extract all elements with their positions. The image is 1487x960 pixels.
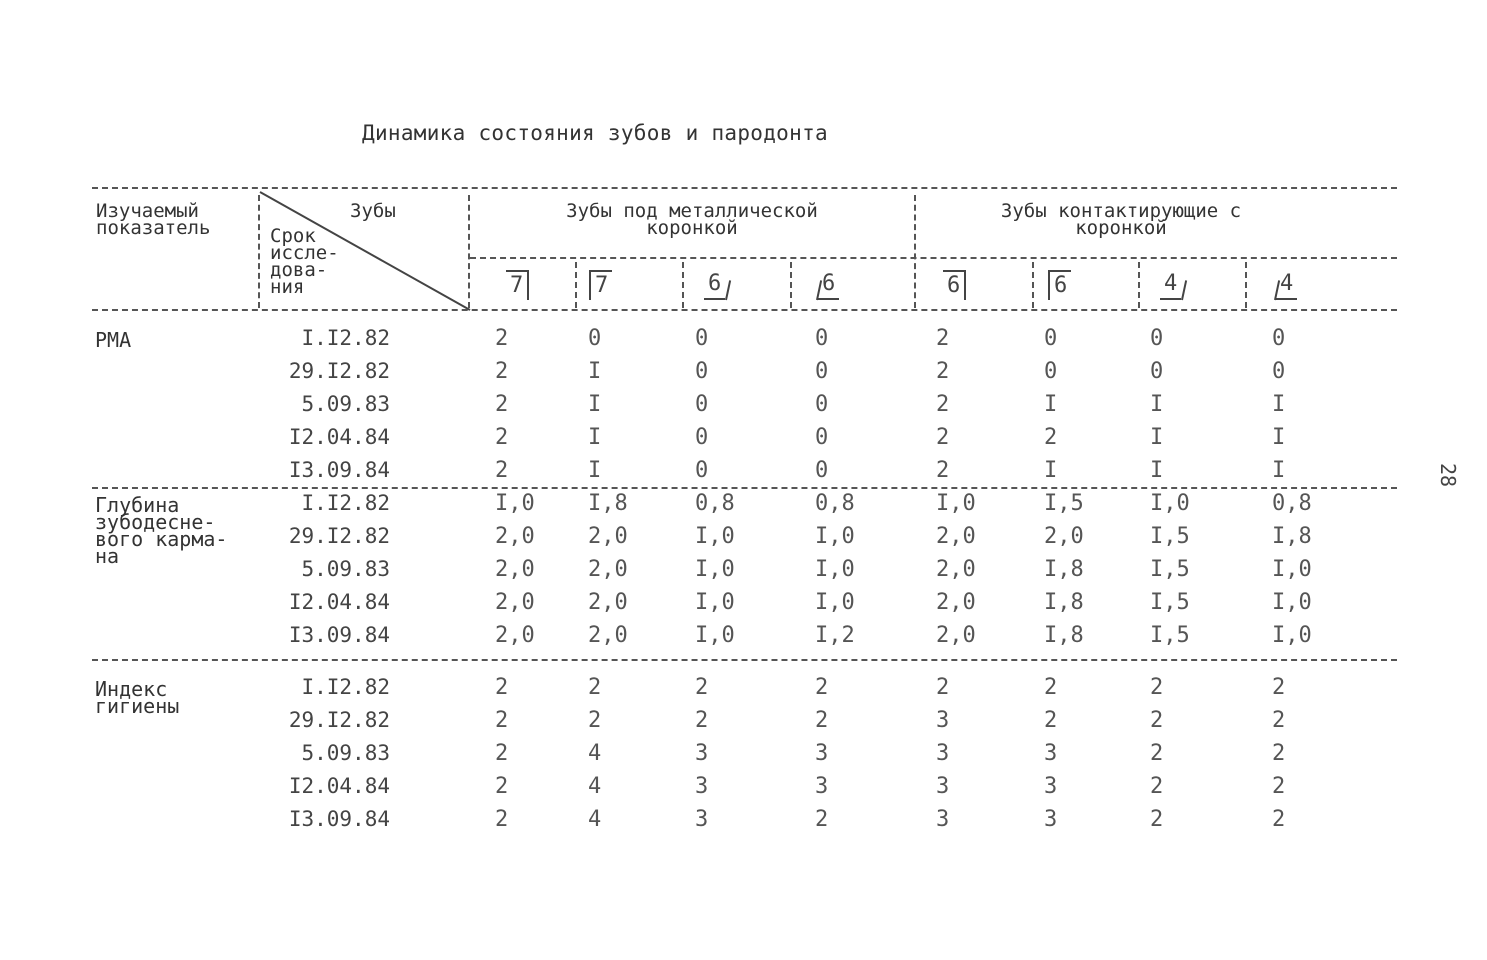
indicator-header: Изучаемый показатель bbox=[96, 200, 211, 239]
table-cell: 2 bbox=[815, 675, 829, 700]
table-cell: 2 bbox=[1272, 741, 1286, 766]
table-cell: 2 bbox=[1044, 708, 1058, 733]
table-cell: 3 bbox=[815, 741, 829, 766]
section-label bbox=[95, 328, 132, 352]
table-cell: 2,0 bbox=[588, 557, 628, 582]
section-label-line: на bbox=[95, 544, 120, 568]
section-label-line: гигиены bbox=[95, 694, 180, 718]
row-date: 29.I2.82 bbox=[288, 359, 390, 383]
tooth-header-4: 6 bbox=[818, 270, 839, 300]
table-cell: I,8 bbox=[588, 491, 628, 516]
table-cell: 3 bbox=[936, 741, 950, 766]
section-divider-1 bbox=[92, 487, 1397, 489]
table-cell: 0 bbox=[1044, 326, 1058, 351]
table-cell: I,0 bbox=[1272, 623, 1312, 648]
table-cell: 0 bbox=[815, 425, 829, 450]
table-cell: 4 bbox=[588, 741, 602, 766]
table-cell: 2 bbox=[695, 675, 709, 700]
table-cell: I,8 bbox=[1044, 590, 1084, 615]
table-cell: 0,8 bbox=[695, 491, 735, 516]
table-cell: 2 bbox=[495, 807, 509, 832]
table-cell: 2 bbox=[815, 708, 829, 733]
table-cell: 3 bbox=[936, 807, 950, 832]
table-cell: 3 bbox=[815, 774, 829, 799]
table-cell: I,0 bbox=[495, 491, 535, 516]
group1-header: Зубы под металлической коронкой bbox=[566, 200, 818, 239]
table-cell: 2 bbox=[815, 807, 829, 832]
table-cell: 2 bbox=[495, 708, 509, 733]
table-cell: 4 bbox=[588, 774, 602, 799]
header-vrule-t6 bbox=[1032, 262, 1034, 308]
table-cell: 2 bbox=[1044, 675, 1058, 700]
tooth-header-5: 6 bbox=[943, 270, 966, 300]
table-cell: 0,8 bbox=[1272, 491, 1312, 516]
header-vrule-t3 bbox=[682, 262, 684, 308]
table-cell: 0 bbox=[1272, 326, 1286, 351]
row-date: 29.I2.82 bbox=[288, 708, 390, 732]
table-cell: I bbox=[1272, 425, 1286, 450]
table-cell: I bbox=[1272, 392, 1286, 417]
table-cell: 2 bbox=[936, 675, 950, 700]
row-date: I3.09.84 bbox=[288, 623, 390, 647]
table-cell: I,0 bbox=[1272, 557, 1312, 582]
row-date: I.I2.82 bbox=[301, 491, 390, 515]
table-cell: I,0 bbox=[1150, 491, 1190, 516]
table-cell: 2,0 bbox=[1044, 524, 1084, 549]
table-cell: I,8 bbox=[1272, 524, 1312, 549]
table-cell: I,0 bbox=[815, 557, 855, 582]
table-cell: 2,0 bbox=[588, 590, 628, 615]
table-cell: I bbox=[1150, 458, 1164, 483]
table-cell: 2 bbox=[1272, 675, 1286, 700]
table-cell: 3 bbox=[936, 774, 950, 799]
table-cell: 2 bbox=[495, 458, 509, 483]
row-date: I3.09.84 bbox=[288, 458, 390, 482]
table-cell: 2 bbox=[1150, 708, 1164, 733]
section-divider-2 bbox=[92, 659, 1397, 661]
table-cell: 4 bbox=[588, 807, 602, 832]
tooth-header-2: 7 bbox=[589, 270, 612, 300]
table-cell: 0 bbox=[815, 392, 829, 417]
table-cell: 3 bbox=[1044, 774, 1058, 799]
table-cell: 0 bbox=[1044, 359, 1058, 384]
section-label-line: зубодесне- bbox=[95, 510, 216, 534]
table-cell: I,5 bbox=[1150, 590, 1190, 615]
section-label-line: вого карма- bbox=[95, 527, 228, 551]
table-cell: I bbox=[588, 458, 602, 483]
table-cell: I bbox=[588, 359, 602, 384]
teeth-header: Зубы bbox=[350, 200, 396, 222]
table-cell: I,0 bbox=[695, 557, 735, 582]
row-date: I2.04.84 bbox=[288, 425, 390, 449]
table-cell: 2,0 bbox=[495, 557, 535, 582]
table-cell: I bbox=[1150, 425, 1164, 450]
table-title: Динамика состояния зубов и пародонта bbox=[362, 121, 828, 145]
section-label-line: Глубина bbox=[95, 493, 180, 517]
table-cell: 2 bbox=[695, 708, 709, 733]
teeth-header-rule bbox=[470, 257, 1397, 259]
table-cell: 2,0 bbox=[936, 557, 976, 582]
table-cell: 0 bbox=[815, 359, 829, 384]
table-cell: I bbox=[1044, 458, 1058, 483]
table-top-rule bbox=[92, 187, 1397, 189]
table-cell: 0 bbox=[695, 458, 709, 483]
page-number: 28 bbox=[1436, 462, 1461, 488]
row-date: 29.I2.82 bbox=[288, 524, 390, 548]
header-vrule-t7 bbox=[1138, 262, 1140, 308]
table-cell: 0 bbox=[1272, 359, 1286, 384]
row-date: I3.09.84 bbox=[288, 807, 390, 831]
header-vrule-t4 bbox=[790, 262, 792, 308]
table-cell: I,5 bbox=[1150, 524, 1190, 549]
tooth-header-3: 6 bbox=[704, 270, 725, 300]
table-cell: 2,0 bbox=[936, 524, 976, 549]
table-cell: 2 bbox=[495, 425, 509, 450]
table-cell: 2 bbox=[495, 359, 509, 384]
table-cell: 2 bbox=[1150, 774, 1164, 799]
table-cell: 2 bbox=[495, 675, 509, 700]
table-cell: 2 bbox=[1044, 425, 1058, 450]
table-cell: 2 bbox=[1272, 708, 1286, 733]
tooth-header-6: 6 bbox=[1048, 270, 1071, 300]
table-cell: I bbox=[1272, 458, 1286, 483]
tooth-header-1: 7 bbox=[506, 270, 529, 300]
row-date: I.I2.82 bbox=[301, 326, 390, 350]
row-date: I2.04.84 bbox=[288, 590, 390, 614]
section-label-line: Индекс bbox=[95, 677, 168, 701]
table-cell: I,0 bbox=[815, 524, 855, 549]
section-label bbox=[95, 677, 180, 718]
section-label bbox=[95, 493, 228, 568]
table-cell: 0 bbox=[695, 326, 709, 351]
table-cell: 3 bbox=[695, 807, 709, 832]
table-cell: 0 bbox=[588, 326, 602, 351]
table-cell: 2 bbox=[588, 675, 602, 700]
table-cell: 3 bbox=[936, 708, 950, 733]
table-cell: 2 bbox=[1272, 774, 1286, 799]
table-cell: 2 bbox=[495, 392, 509, 417]
table-cell: 3 bbox=[695, 774, 709, 799]
table-cell: I bbox=[588, 425, 602, 450]
table-cell: 0 bbox=[1150, 359, 1164, 384]
date-header: Срок иссле- дова- ния bbox=[270, 225, 339, 298]
table-cell: 2 bbox=[936, 458, 950, 483]
table-cell: 2,0 bbox=[588, 623, 628, 648]
table-cell: 2 bbox=[1150, 807, 1164, 832]
tooth-header-7: 4 bbox=[1160, 270, 1181, 300]
table-cell: 2 bbox=[1150, 741, 1164, 766]
table-cell: 2,0 bbox=[588, 524, 628, 549]
table-cell: I,5 bbox=[1044, 491, 1084, 516]
table-cell: 2 bbox=[495, 326, 509, 351]
table-cell: I,0 bbox=[695, 524, 735, 549]
header-vrule-t2 bbox=[575, 262, 577, 308]
table-cell: 2,0 bbox=[936, 623, 976, 648]
table-cell: I bbox=[1150, 392, 1164, 417]
table-cell: I,8 bbox=[1044, 623, 1084, 648]
table-cell: 3 bbox=[695, 741, 709, 766]
table-cell: I,0 bbox=[815, 590, 855, 615]
table-cell: 2 bbox=[588, 708, 602, 733]
table-cell: I,0 bbox=[695, 623, 735, 648]
group2-header: Зубы контактирующие с коронкой bbox=[1000, 200, 1242, 239]
table-cell: 2 bbox=[936, 326, 950, 351]
table-cell: 0 bbox=[815, 326, 829, 351]
table-cell: I,0 bbox=[1272, 590, 1312, 615]
row-date: 5.09.83 bbox=[301, 741, 390, 765]
table-cell: I,5 bbox=[1150, 557, 1190, 582]
table-cell: I,2 bbox=[815, 623, 855, 648]
header-vrule-t8 bbox=[1245, 262, 1247, 308]
row-date: 5.09.83 bbox=[301, 392, 390, 416]
row-date: I.I2.82 bbox=[301, 675, 390, 699]
table-cell: I bbox=[588, 392, 602, 417]
table-cell: 0 bbox=[695, 425, 709, 450]
table-cell: 2,0 bbox=[495, 524, 535, 549]
table-cell: I,5 bbox=[1150, 623, 1190, 648]
table-cell: 2 bbox=[936, 392, 950, 417]
section-label-line: РМА bbox=[95, 328, 132, 352]
table-cell: 2 bbox=[1150, 675, 1164, 700]
table-cell: 0 bbox=[1150, 326, 1164, 351]
table-cell: 2 bbox=[495, 741, 509, 766]
table-cell: 2 bbox=[495, 774, 509, 799]
table-cell: I bbox=[1044, 392, 1058, 417]
table-cell: I,0 bbox=[695, 590, 735, 615]
table-cell: 3 bbox=[1044, 741, 1058, 766]
table-cell: 2 bbox=[936, 359, 950, 384]
table-cell: 2 bbox=[936, 425, 950, 450]
table-cell: 2,0 bbox=[495, 590, 535, 615]
table-cell: 2 bbox=[1272, 807, 1286, 832]
table-cell: 0 bbox=[695, 359, 709, 384]
table-cell: 2,0 bbox=[495, 623, 535, 648]
tooth-header-8: 4 bbox=[1276, 270, 1297, 300]
row-date: I2.04.84 bbox=[288, 774, 390, 798]
table-cell: 0 bbox=[815, 458, 829, 483]
row-date: 5.09.83 bbox=[301, 557, 390, 581]
table-cell: 0 bbox=[695, 392, 709, 417]
table-cell: 0,8 bbox=[815, 491, 855, 516]
table-cell: 3 bbox=[1044, 807, 1058, 832]
table-cell: I,0 bbox=[936, 491, 976, 516]
table-cell: I,8 bbox=[1044, 557, 1084, 582]
table-cell: 2,0 bbox=[936, 590, 976, 615]
